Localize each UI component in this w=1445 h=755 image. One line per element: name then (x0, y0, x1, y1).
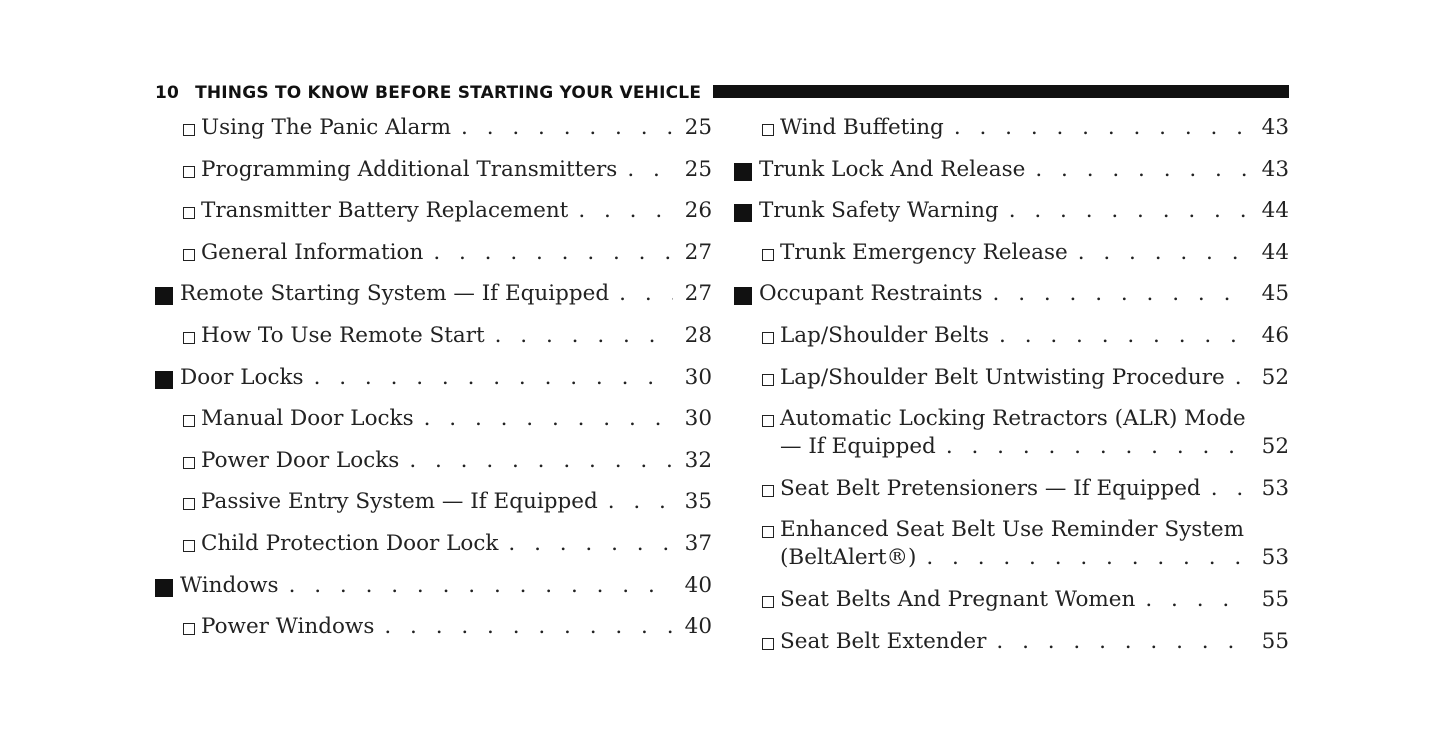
filled-square-bullet-icon (155, 371, 173, 389)
toc-subsection-entry[interactable] (155, 191, 712, 233)
toc-entry-title: How To Use Remote Start (201, 322, 485, 348)
toc-entry-title: Programming Additional Transmitters (201, 156, 618, 182)
toc-page-number: 30 (684, 364, 712, 390)
toc-page-number: 30 (684, 406, 712, 432)
dot-leader (993, 280, 1250, 308)
toc-subsection-entry[interactable] (734, 316, 1289, 358)
toc-section-entry[interactable] (734, 274, 1289, 316)
toc-subsection-entry[interactable] (155, 316, 712, 358)
toc-subsection-entry[interactable] (155, 108, 712, 150)
toc-entry-title: Trunk Safety Warning (759, 198, 999, 224)
hollow-square-bullet-icon (183, 623, 195, 635)
toc-entry-title: Wind Buffeting (780, 115, 944, 140)
toc-entry-title: Door Locks (180, 364, 304, 390)
toc-subsection-entry[interactable] (734, 622, 1289, 664)
toc-subsection-entry[interactable] (155, 482, 712, 524)
toc-page-number: 55 (1261, 586, 1289, 612)
toc-page-number: 25 (684, 156, 712, 182)
toc-section-entry[interactable] (155, 274, 712, 316)
hollow-square-bullet-icon (183, 332, 195, 344)
dot-leader (508, 530, 672, 558)
hollow-square-bullet-icon (183, 166, 195, 178)
hollow-square-bullet-icon (762, 485, 774, 497)
hollow-square-bullet-icon (762, 332, 774, 344)
toc-entry-title: Remote Starting System — If Equipped (180, 281, 610, 307)
hollow-square-bullet-icon (183, 540, 195, 552)
dot-leader (926, 544, 1249, 572)
toc-entry-title: Using The Panic Alarm (201, 115, 452, 140)
toc-subsection-entry[interactable] (734, 358, 1289, 400)
toc-subsection-entry[interactable] (155, 607, 712, 649)
dot-leader (578, 197, 672, 225)
hollow-square-bullet-icon (183, 207, 195, 219)
toc-page-number: 46 (1261, 322, 1289, 348)
toc-entry-title: — If Equipped (780, 434, 936, 460)
dot-leader (495, 322, 673, 350)
toc-right-column (734, 108, 1289, 663)
toc-subsection-entry[interactable] (155, 524, 712, 566)
dot-leader (409, 447, 672, 475)
toc-subsection-entry[interactable] (155, 233, 712, 275)
toc-entry-title: Lap/Shoulder Belts (780, 322, 990, 348)
filled-square-bullet-icon (734, 204, 752, 222)
toc-page-number: 27 (684, 239, 712, 265)
hollow-square-bullet-icon (762, 638, 774, 650)
toc-page-number: 45 (1261, 281, 1289, 307)
dot-leader (627, 156, 672, 184)
toc-page-number: 25 (684, 115, 712, 140)
toc-section-entry[interactable] (734, 150, 1289, 192)
toc-page-number: 32 (684, 447, 712, 473)
dot-leader (1078, 239, 1250, 267)
hollow-square-bullet-icon (762, 415, 774, 427)
hollow-square-bullet-icon (183, 498, 195, 510)
dot-leader (1009, 197, 1250, 225)
dot-leader (1035, 156, 1249, 184)
dot-leader (954, 114, 1250, 142)
toc-subsection-entry[interactable] (734, 580, 1289, 622)
toc-subsection-entry[interactable] (734, 469, 1289, 511)
toc-section-entry[interactable] (155, 566, 712, 608)
page-number: 10 (155, 83, 180, 103)
page-header (155, 82, 1289, 104)
toc-page-number: 44 (1261, 239, 1289, 265)
toc-entry-title: Transmitter Battery Replacement (201, 198, 569, 224)
toc-entry-title: General Information (201, 239, 424, 265)
toc-entry-title: Seat Belt Pretensioners — If Equipped (780, 475, 1201, 501)
hollow-square-bullet-icon (762, 526, 774, 538)
toc-entry-title: Windows (180, 572, 279, 598)
hollow-square-bullet-icon (183, 249, 195, 261)
toc-subsection-entry[interactable] (734, 510, 1289, 580)
toc-subsection-entry[interactable] (155, 399, 712, 441)
hollow-square-bullet-icon (183, 415, 195, 427)
dot-leader (1211, 475, 1250, 503)
toc-entry-title: Trunk Emergency Release (780, 239, 1068, 265)
dot-leader (289, 572, 673, 600)
toc-entry-title: (BeltAlert®) (780, 545, 917, 571)
toc-subsection-entry[interactable] (155, 150, 712, 192)
toc-entry-title-line1: Automatic Locking Retractors (ALR) Mode (780, 406, 1246, 432)
hollow-square-bullet-icon (762, 374, 774, 386)
toc-page-number: 52 (1261, 434, 1289, 460)
toc-entry-title: Occupant Restraints (759, 281, 983, 307)
dot-leader (1145, 586, 1249, 614)
toc-section-entry[interactable] (155, 358, 712, 400)
toc-entry-title: Seat Belts And Pregnant Women (780, 586, 1136, 612)
hollow-square-bullet-icon (762, 596, 774, 608)
filled-square-bullet-icon (734, 287, 752, 305)
toc-entry-title: Power Door Locks (201, 447, 400, 473)
dot-leader (424, 405, 673, 433)
toc-page-number: 40 (684, 614, 712, 640)
toc-entry-title: Power Windows (201, 614, 375, 640)
toc-page-number: 43 (1261, 115, 1289, 140)
hollow-square-bullet-icon (183, 124, 195, 136)
dot-leader (946, 433, 1250, 461)
header-rule (713, 85, 1289, 98)
toc-entry-title: Seat Belt Extender (780, 628, 987, 654)
toc-page-number: 55 (1261, 628, 1289, 654)
toc-left-column (155, 108, 712, 649)
dot-leader (619, 280, 672, 308)
toc-entry-title-line1: Enhanced Seat Belt Use Reminder System (780, 517, 1245, 543)
dot-leader (1235, 364, 1250, 392)
toc-subsection-entry[interactable] (734, 108, 1289, 150)
toc-page-number: 37 (684, 530, 712, 556)
toc-page-number: 43 (1261, 156, 1289, 182)
toc-subsection-entry[interactable] (734, 399, 1289, 469)
toc-page-number: 28 (684, 322, 712, 348)
dot-leader (996, 628, 1249, 656)
toc-entry-title: Passive Entry System — If Equipped (201, 489, 598, 515)
toc-entry-title: Trunk Lock And Release (759, 156, 1026, 182)
toc-page-number: 44 (1261, 198, 1289, 224)
toc-page-number: 40 (684, 572, 712, 598)
dot-leader (999, 322, 1250, 350)
hollow-square-bullet-icon (762, 124, 774, 136)
dot-leader (461, 114, 673, 142)
dot-leader (314, 364, 673, 392)
toc-section-entry[interactable] (734, 191, 1289, 233)
filled-square-bullet-icon (155, 287, 173, 305)
toc-page-number: 35 (684, 489, 712, 515)
toc-subsection-entry[interactable] (155, 441, 712, 483)
toc-entry-title: Child Protection Door Lock (201, 530, 499, 556)
dot-leader (433, 239, 672, 267)
toc-subsection-entry[interactable] (734, 233, 1289, 275)
filled-square-bullet-icon (734, 163, 752, 181)
dot-leader (608, 488, 673, 516)
filled-square-bullet-icon (155, 579, 173, 597)
hollow-square-bullet-icon (762, 249, 774, 261)
toc-entry-title: Manual Door Locks (201, 406, 414, 432)
toc-page-number: 26 (684, 198, 712, 224)
hollow-square-bullet-icon (183, 457, 195, 469)
toc-page-number: 27 (684, 281, 712, 307)
toc-page-number: 52 (1261, 364, 1289, 390)
section-title: THINGS TO KNOW BEFORE STARTING YOUR VEHICLE (195, 83, 702, 103)
toc-page-number: 53 (1261, 545, 1289, 571)
toc-entry-title: Lap/Shoulder Belt Untwisting Procedure (780, 364, 1225, 390)
toc-page-number: 53 (1261, 475, 1289, 501)
dot-leader (384, 613, 672, 641)
